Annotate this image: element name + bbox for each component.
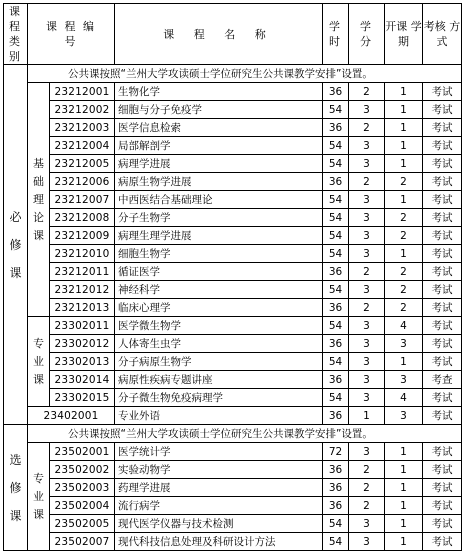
course-exam: 考试 <box>423 533 462 551</box>
table-row <box>4 119 462 137</box>
header-code: 课 程 编 号 <box>28 4 115 65</box>
course-hours: 36 <box>323 335 349 353</box>
compulsory-public-notice: 公共课按照“兰州大学攻读硕士学位研究生公共课教学安排”设置。 <box>28 65 462 83</box>
course-credits: 3 <box>349 317 385 335</box>
course-name: 病原生物学进展 <box>115 173 323 191</box>
course-code: 23502003 <box>50 479 115 497</box>
course-exam: 考试 <box>423 209 462 227</box>
course-exam: 考试 <box>423 461 462 479</box>
course-name: 病理学进展 <box>115 155 323 173</box>
course-credits: 3 <box>349 209 385 227</box>
table-row <box>4 533 462 551</box>
table-row <box>4 191 462 209</box>
course-credits: 2 <box>349 83 385 101</box>
course-exam: 考试 <box>423 155 462 173</box>
course-hours: 36 <box>323 263 349 281</box>
course-semester: 2 <box>385 209 423 227</box>
course-hours: 36 <box>323 173 349 191</box>
course-name: 中西医结合基础理论 <box>115 191 323 209</box>
course-semester: 3 <box>385 335 423 353</box>
course-semester: 2 <box>385 299 423 317</box>
course-code: 23212002 <box>50 101 115 119</box>
course-exam: 考试 <box>423 443 462 461</box>
course-credits: 2 <box>349 299 385 317</box>
course-hours: 36 <box>323 83 349 101</box>
table-row <box>4 101 462 119</box>
course-hours: 36 <box>323 299 349 317</box>
course-semester: 1 <box>385 353 423 371</box>
course-name: 病原性疾病专题讲座 <box>115 371 323 389</box>
course-credits: 3 <box>349 281 385 299</box>
course-name: 实验动物学 <box>115 461 323 479</box>
course-credits: 2 <box>349 173 385 191</box>
course-exam: 考试 <box>423 407 462 425</box>
table-row <box>4 497 462 515</box>
course-semester: 1 <box>385 119 423 137</box>
course-exam: 考试 <box>423 227 462 245</box>
course-semester: 2 <box>385 227 423 245</box>
course-code: 23502005 <box>50 515 115 533</box>
course-code: 23212012 <box>50 281 115 299</box>
course-hours: 36 <box>323 461 349 479</box>
course-credits: 3 <box>349 137 385 155</box>
elective-public-notice: 公共课按照“兰州大学攻读硕士学位研究生公共课教学安排”设置。 <box>28 425 462 443</box>
category-compulsory: 必 修 课 <box>4 65 28 425</box>
table-row <box>4 461 462 479</box>
course-code: 23212005 <box>50 155 115 173</box>
course-hours: 54 <box>323 209 349 227</box>
table-row <box>4 299 462 317</box>
table-row <box>4 173 462 191</box>
course-semester: 1 <box>385 155 423 173</box>
course-hours: 54 <box>323 227 349 245</box>
course-credits: 3 <box>349 227 385 245</box>
table-row <box>4 155 462 173</box>
course-hours: 54 <box>323 245 349 263</box>
course-code: 23212009 <box>50 227 115 245</box>
course-hours: 54 <box>323 353 349 371</box>
course-credits: 3 <box>349 353 385 371</box>
compulsory-public-row <box>4 65 462 83</box>
course-credits: 3 <box>349 443 385 461</box>
course-name: 人体寄生虫学 <box>115 335 323 353</box>
course-exam: 考试 <box>423 245 462 263</box>
course-hours: 36 <box>323 119 349 137</box>
course-semester: 1 <box>385 515 423 533</box>
course-semester: 1 <box>385 479 423 497</box>
course-credits: 3 <box>349 191 385 209</box>
course-name: 生物化学 <box>115 83 323 101</box>
table-row <box>4 407 462 425</box>
curriculum-table <box>3 3 462 551</box>
course-exam: 考试 <box>423 335 462 353</box>
course-semester: 4 <box>385 317 423 335</box>
course-credits: 3 <box>349 101 385 119</box>
course-name: 分子病原生物学 <box>115 353 323 371</box>
header-name: 课 程 名 称 <box>115 4 323 65</box>
course-credits: 2 <box>349 461 385 479</box>
course-name: 神经科学 <box>115 281 323 299</box>
course-credits: 2 <box>349 119 385 137</box>
course-exam: 考试 <box>423 317 462 335</box>
course-code: 23502001 <box>50 443 115 461</box>
course-hours: 36 <box>323 371 349 389</box>
course-hours: 54 <box>323 389 349 407</box>
course-exam: 考试 <box>423 83 462 101</box>
table-row <box>4 515 462 533</box>
header-credits: 学 分 <box>349 4 385 65</box>
course-credits: 1 <box>349 407 385 425</box>
course-semester: 1 <box>385 245 423 263</box>
course-exam: 考试 <box>423 119 462 137</box>
course-name: 循证医学 <box>115 263 323 281</box>
course-code: 23502002 <box>50 461 115 479</box>
table-row <box>4 389 462 407</box>
course-code: 23502004 <box>50 497 115 515</box>
course-hours: 54 <box>323 101 349 119</box>
table-row <box>4 263 462 281</box>
course-exam: 考试 <box>423 173 462 191</box>
table-row <box>4 479 462 497</box>
course-code: 23212010 <box>50 245 115 263</box>
course-credits: 3 <box>349 371 385 389</box>
course-semester: 2 <box>385 281 423 299</box>
course-code: 23302014 <box>50 371 115 389</box>
course-code: 23502007 <box>50 533 115 551</box>
course-hours: 72 <box>323 443 349 461</box>
table-row <box>4 335 462 353</box>
table-row <box>4 245 462 263</box>
course-name: 局部解剖学 <box>115 137 323 155</box>
table-row <box>4 227 462 245</box>
course-semester: 4 <box>385 389 423 407</box>
table-row <box>4 317 462 335</box>
course-hours: 54 <box>323 137 349 155</box>
elective-public-row <box>4 425 462 443</box>
course-semester: 1 <box>385 83 423 101</box>
course-code: 23212004 <box>50 137 115 155</box>
category-elective: 选 修 课 <box>4 425 28 551</box>
course-semester: 1 <box>385 461 423 479</box>
course-exam: 考试 <box>423 299 462 317</box>
course-code: 23212001 <box>50 83 115 101</box>
header-category: 课 程 类 别 <box>4 4 28 65</box>
course-hours: 36 <box>323 407 349 425</box>
course-code: 23212006 <box>50 173 115 191</box>
course-name: 医学统计学 <box>115 443 323 461</box>
course-exam: 考试 <box>423 353 462 371</box>
group-label-elective-specialty: 专业课 <box>28 443 50 551</box>
header-exam: 考核 方式 <box>423 4 462 65</box>
course-credits: 3 <box>349 389 385 407</box>
course-semester: 2 <box>385 263 423 281</box>
table-row <box>4 353 462 371</box>
course-hours: 54 <box>323 281 349 299</box>
course-hours: 54 <box>323 155 349 173</box>
header-row <box>4 4 462 65</box>
course-code: 23302013 <box>50 353 115 371</box>
course-code: 23212003 <box>50 119 115 137</box>
course-name: 细胞与分子免疫学 <box>115 101 323 119</box>
course-hours: 36 <box>323 497 349 515</box>
table-row <box>4 371 462 389</box>
curriculum-table-wrapper <box>3 3 461 551</box>
course-credits: 2 <box>349 497 385 515</box>
table-row <box>4 443 462 461</box>
course-name: 药理学进展 <box>115 479 323 497</box>
course-exam: 考试 <box>423 479 462 497</box>
course-semester: 1 <box>385 497 423 515</box>
course-semester: 1 <box>385 137 423 155</box>
table-row <box>4 83 462 101</box>
course-code: 23302015 <box>50 389 115 407</box>
table-row <box>4 209 462 227</box>
course-code: 23212007 <box>50 191 115 209</box>
course-exam: 考试 <box>423 191 462 209</box>
course-name: 分子微生物免疫病理学 <box>115 389 323 407</box>
course-exam: 考试 <box>423 389 462 407</box>
course-code: 23302011 <box>50 317 115 335</box>
course-exam: 考试 <box>423 137 462 155</box>
course-hours: 54 <box>323 191 349 209</box>
course-exam: 考试 <box>423 515 462 533</box>
table-body <box>4 65 462 551</box>
group-label-specialty: 专业课 <box>28 317 50 407</box>
course-name: 细胞生物学 <box>115 245 323 263</box>
course-hours: 54 <box>323 533 349 551</box>
course-exam: 考试 <box>423 263 462 281</box>
course-name: 流行病学 <box>115 497 323 515</box>
course-semester: 3 <box>385 407 423 425</box>
course-semester: 3 <box>385 371 423 389</box>
course-code: 23402001 <box>28 407 115 425</box>
course-name: 医学微生物学 <box>115 317 323 335</box>
course-name: 现代科技信息处理及科研设计方法 <box>115 533 323 551</box>
course-name: 医学信息检索 <box>115 119 323 137</box>
course-semester: 1 <box>385 101 423 119</box>
course-credits: 2 <box>349 479 385 497</box>
course-hours: 54 <box>323 515 349 533</box>
course-code: 23212011 <box>50 263 115 281</box>
course-hours: 54 <box>323 317 349 335</box>
course-exam: 考试 <box>423 497 462 515</box>
course-name: 分子生物学 <box>115 209 323 227</box>
course-name: 临床心理学 <box>115 299 323 317</box>
course-credits: 3 <box>349 155 385 173</box>
table-row <box>4 281 462 299</box>
course-hours: 36 <box>323 479 349 497</box>
group-label-basic-theory: 基础理论课 <box>28 83 50 317</box>
course-credits: 3 <box>349 245 385 263</box>
course-semester: 2 <box>385 173 423 191</box>
course-name: 病理生理学进展 <box>115 227 323 245</box>
course-exam: 考查 <box>423 371 462 389</box>
course-credits: 2 <box>349 263 385 281</box>
course-exam: 考试 <box>423 101 462 119</box>
course-code: 23212008 <box>50 209 115 227</box>
course-name: 专业外语 <box>115 407 323 425</box>
course-code: 23212013 <box>50 299 115 317</box>
course-name: 现代医学仪器与技术检测 <box>115 515 323 533</box>
course-semester: 1 <box>385 443 423 461</box>
course-semester: 1 <box>385 533 423 551</box>
course-code: 23302012 <box>50 335 115 353</box>
course-semester: 1 <box>385 191 423 209</box>
course-credits: 3 <box>349 533 385 551</box>
course-credits: 3 <box>349 515 385 533</box>
table-row <box>4 137 462 155</box>
header-semester: 开课 学期 <box>385 4 423 65</box>
header-hours: 学 时 <box>323 4 349 65</box>
course-exam: 考试 <box>423 281 462 299</box>
course-credits: 3 <box>349 335 385 353</box>
